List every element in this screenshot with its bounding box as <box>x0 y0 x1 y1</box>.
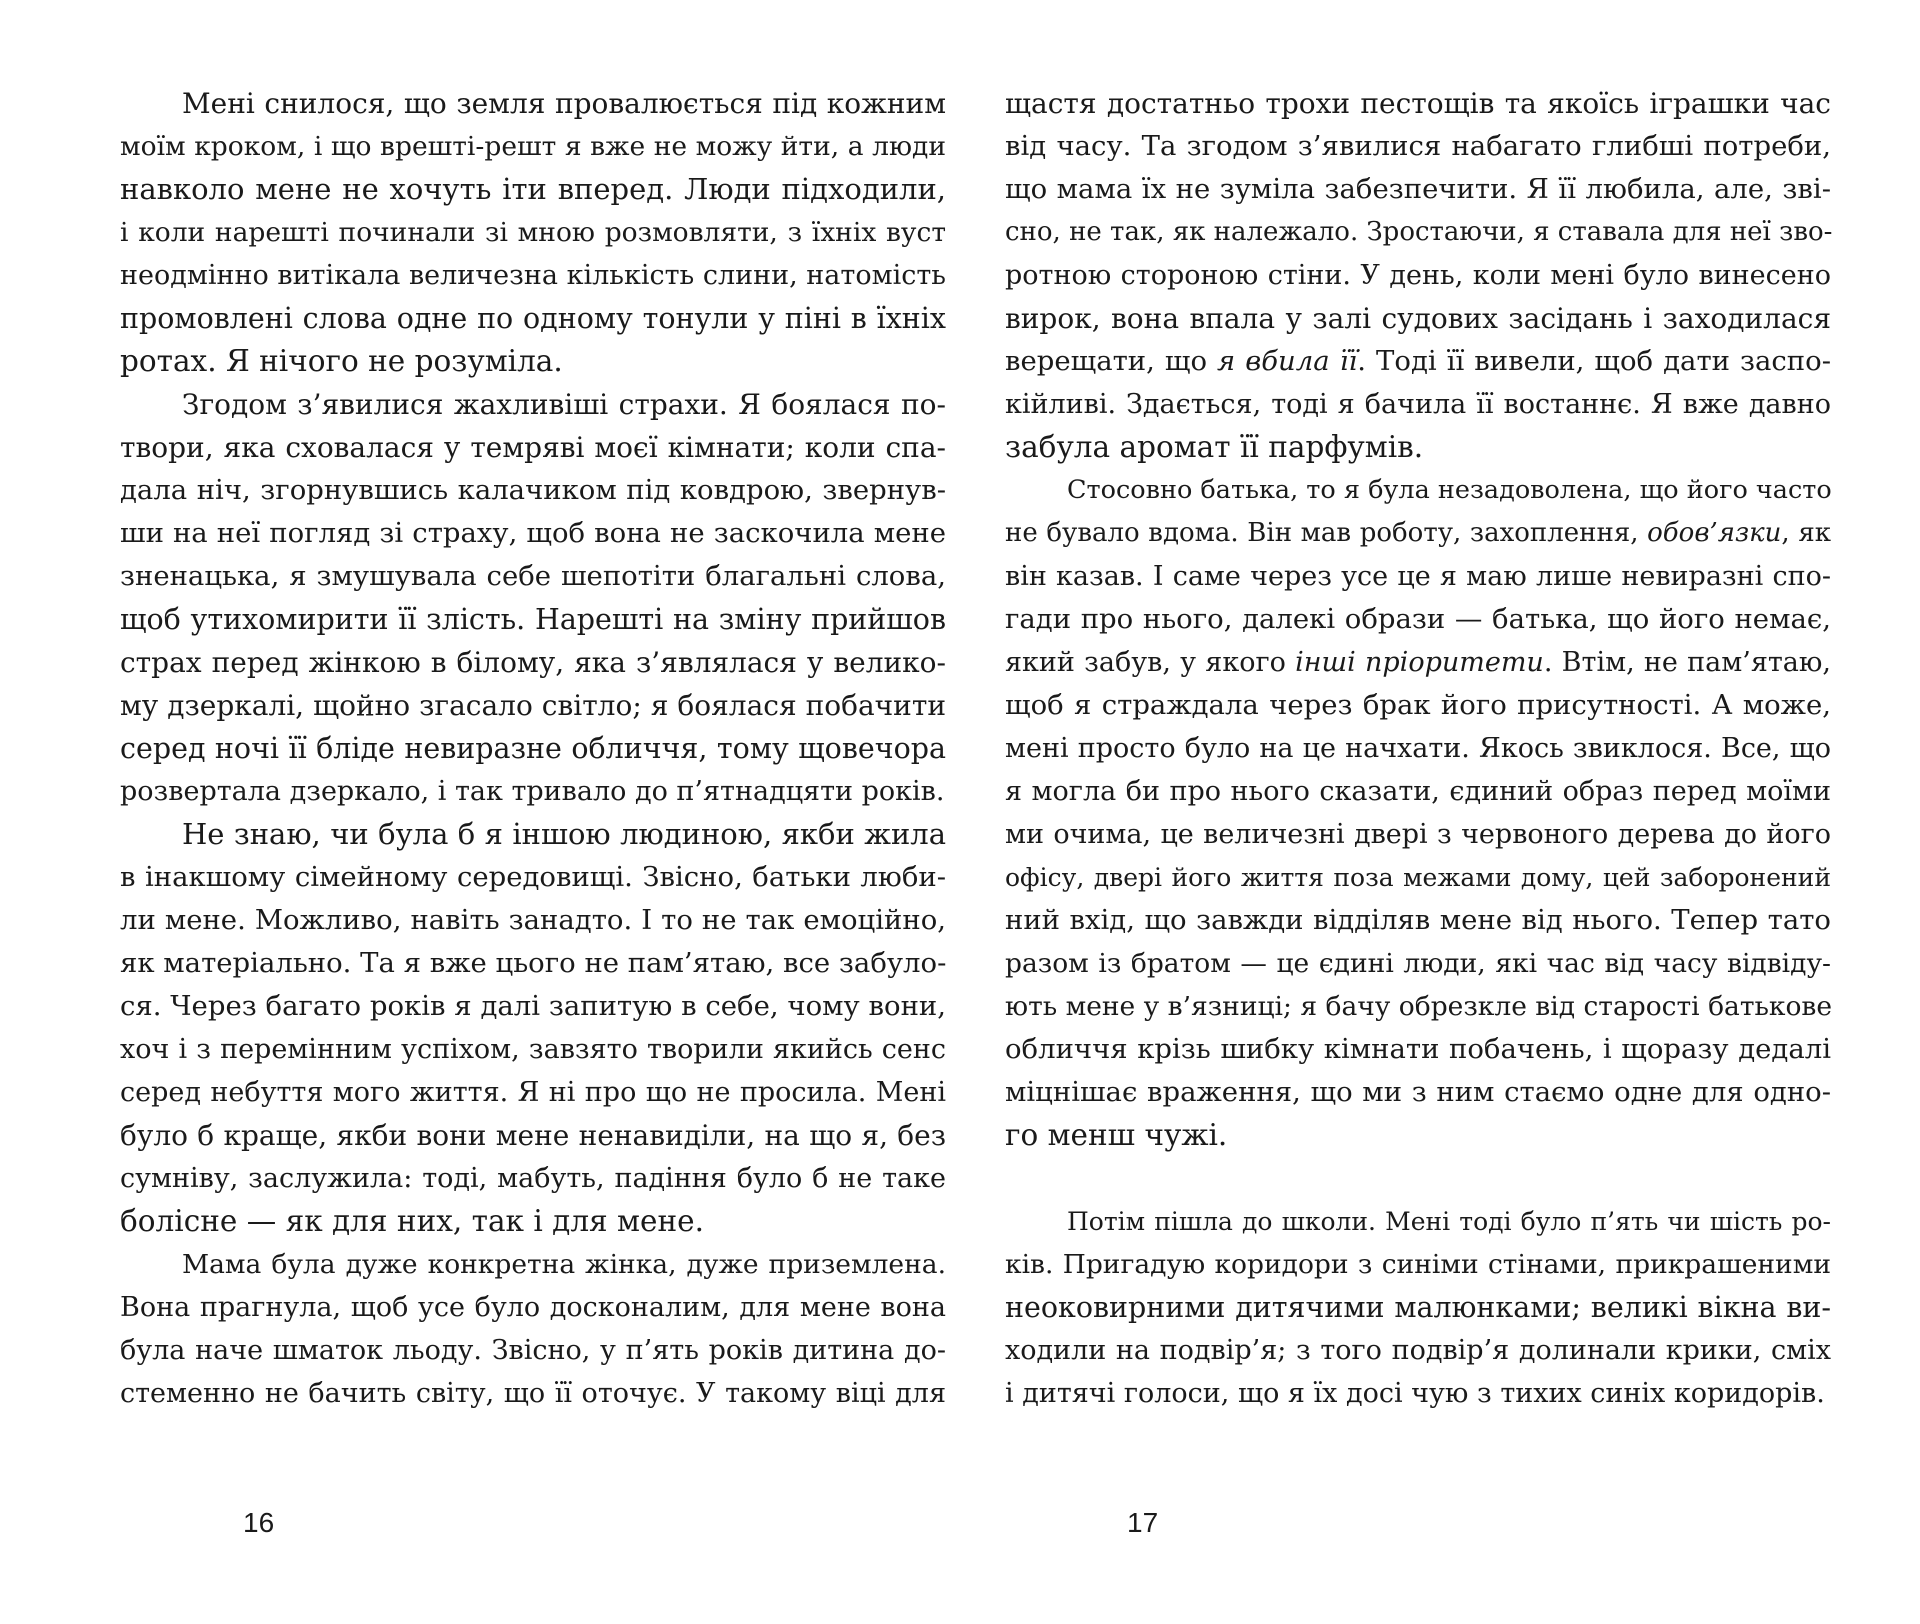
text-line: кійливі. Здається, тоді я бачила її востаннє. Я вже давно <box>1005 389 1831 420</box>
text-line: моїм кроком, і що врешті-решт я вже не можу йти, а люди <box>120 131 946 162</box>
text-line: промовлені слова одне по одному тонули у піні в їхніх <box>120 302 946 335</box>
text-line: страх перед жінкою в білому, яка з’являлася у велико- <box>120 646 946 679</box>
text-line: щоб я страждала через брак його присутності. А може, <box>1005 689 1831 721</box>
text-line: серед ночі її бліде невиразне обличчя, тому щовечора <box>120 732 946 765</box>
text-line: Не знаю, чи була б я іншою людиною, якби жила <box>182 817 946 851</box>
text-run: . Тоді її вивели, щоб дати заспо- <box>1357 345 1831 377</box>
text-line: забула аромат її парфумів. <box>1005 430 1424 464</box>
text-line: ми очима, це величезні двері з червоного дерева до його <box>1005 819 1831 850</box>
text-line: і коли нарешті починали зі мною розмовляти, з їхніх вуст <box>120 217 946 248</box>
text-line: ротах. Я нічого не розуміла. <box>120 344 563 378</box>
text-line: хоч і з перемінним успіхом, завзято творили якийсь сенс <box>120 1034 946 1065</box>
text-line: Вона прагнула, щоб усе було досконалим, для мене вона <box>120 1292 946 1323</box>
text-line: обличчя крізь шибку кімнати побачень, і щоразу дедалі <box>1005 1033 1831 1065</box>
text-line: щоб утихомирити її злість. Нарешті на зміну прийшов <box>120 603 946 636</box>
text-line: дала ніч, згорнувшись калачиком під ковдрою, звернув- <box>120 474 946 506</box>
italic-phrase: обов’язки <box>1647 518 1782 548</box>
text-line: щастя достатньо трохи пестощів та якоїсь іграшки час <box>1005 87 1831 120</box>
right-page <box>1005 82 1831 1552</box>
text-line: твори, яка сховалася у темряві моєї кімнати; коли спа- <box>120 431 946 464</box>
text-line: ний вхід, що завжди відділяв мене від нього. Тепер тато <box>1005 904 1831 936</box>
text-line <box>1005 512 1831 555</box>
text-line: було б краще, якби вони мене ненавиділи, на що я, без <box>120 1119 946 1152</box>
text-run: . Втім, не пам’ятаю, <box>1543 647 1831 678</box>
text-line: Потім пішла до школи. Мені тоді було п’ять чи шість ро- <box>1067 1207 1831 1236</box>
text-line: ходили на подвір’я; з того подвір’я долинали крики, сміх <box>1005 1335 1831 1366</box>
text-line: я могла би про нього сказати, єдиний образ перед моїми <box>1005 776 1831 807</box>
text-line: як матеріально. Та я вже цього не пам’ятаю, все забуло- <box>120 947 947 979</box>
text-line: Стосовно батька, то я була незадоволена, що його часто <box>1067 475 1832 505</box>
text-line: навколо мене не хочуть іти вперед. Люди підходили, <box>120 172 946 206</box>
text-line: міцнішає враження, що ми з ним стаємо одне для одно- <box>1005 1076 1831 1108</box>
italic-phrase: я вбила її <box>1217 345 1358 377</box>
text-run: який забув, у якого <box>1005 647 1296 678</box>
text-line: го менш чужі. <box>1005 1118 1228 1152</box>
text-line: в інакшому сімейному середовищі. Звісно, батьки люби- <box>120 861 946 893</box>
italic-phrase: інші пріоритети <box>1295 647 1544 678</box>
text-line: неодмінно витікала величезна кількість слини, натомість <box>120 260 946 291</box>
text-line: Мені снилося, що земля провалюється під кожним <box>182 87 946 120</box>
text-line: Згодом з’явилися жахливіші страхи. Я боялася по- <box>182 388 946 421</box>
text-run: не бувало вдома. Він мав роботу, захоплення, <box>1005 518 1648 548</box>
text-line: гади про нього, далекі образи — батька, що його немає, <box>1005 603 1831 635</box>
text-line: неоковирними дитячими малюнками; великі вікна ви- <box>1005 1291 1831 1324</box>
text-line: була наче шматок льоду. Звісно, у п’ять років дитина до- <box>120 1335 946 1366</box>
text-line: він казав. І саме через усе це я маю лише невиразні спо- <box>1005 561 1831 592</box>
text-line: ків. Пригадую коридори з синіми стінами, прикрашеними <box>1005 1249 1831 1280</box>
text-line: і дитячі голоси, що я їх досі чую з тихих синіх коридорів. <box>1005 1378 1825 1409</box>
text-line <box>1005 340 1831 383</box>
text-line: ши на неї погляд зі страху, щоб вона не заскочила мене <box>120 517 946 549</box>
text-line: зненацька, я змушувала себе шепотіти благальні слова, <box>120 560 946 592</box>
text-line: болісне — як для них, так і для мене. <box>120 1204 704 1238</box>
text-run: , як <box>1781 518 1831 548</box>
text-line: ли мене. Можливо, навіть занадто. І то не так емоційно, <box>120 904 946 936</box>
text-line: вирок, вона впала у залі судових засідань і заходилася <box>1005 302 1831 335</box>
page-number-left: 16 <box>243 1507 275 1538</box>
text-line: Мама була дуже конкретна жінка, дуже приземлена. <box>182 1249 946 1280</box>
text-line: му дзеркалі, щойно згасало світло; я боялася побачити <box>120 689 946 722</box>
text-line: офісу, двері його життя поза межами дому, цей заборонений <box>1005 863 1831 892</box>
text-line: від часу. Та згодом з’явилися набагато глибші потреби, <box>1005 130 1831 162</box>
page-number-right: 17 <box>1127 1507 1159 1538</box>
text-line: стеменно не бачить світу, що її оточує. У такому віці для <box>120 1378 946 1409</box>
text-line: сумніву, заслужила: тоді, мабуть, падіння було б не таке <box>120 1163 946 1194</box>
text-run: верещати, що <box>1005 345 1218 377</box>
text-line: сно, не так, як належало. Зростаючи, я ставала для неї зво- <box>1005 217 1833 247</box>
text-line: разом із братом — це єдині люди, які час від часу відвіду- <box>1005 948 1831 979</box>
text-line: ся. Через багато років я далі запитую в себе, чому вони, <box>120 990 946 1022</box>
text-line: розвертала дзеркало, і так тривало до п’ятнадцяти років. <box>120 776 945 807</box>
text-line <box>1005 641 1831 684</box>
left-page <box>120 82 946 1552</box>
text-line: серед небуття мого життя. Я ні про що не просила. Мені <box>120 1077 946 1108</box>
text-line: ротною стороною стіни. У день, коли мені було винесено <box>1005 260 1831 291</box>
text-line: ють мене у в’язниці; я бачу обрезкле від старості батькове <box>1005 991 1833 1022</box>
text-line: що мама їх не зуміла забезпечити. Я її любила, але, зві- <box>1005 173 1831 205</box>
text-line: мені просто було на це начхати. Якось звиклося. Все, що <box>1005 733 1831 764</box>
